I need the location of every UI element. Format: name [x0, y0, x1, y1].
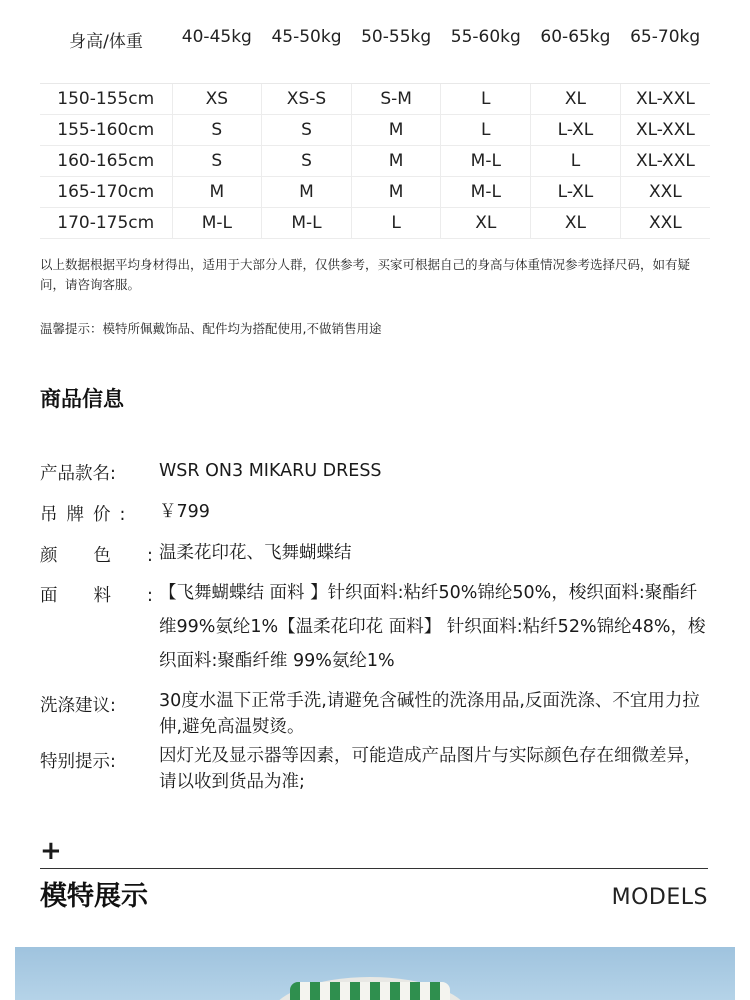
accessory-tip-text: 温馨提示：模特所佩戴饰品、配件均为搭配使用,不做销售用途 — [40, 321, 382, 336]
special-note-label: 特别提示: — [40, 752, 116, 772]
size-chart-cell: XL — [531, 84, 621, 115]
size-chart-cell: M — [262, 177, 352, 208]
color-label: 颜色: — [40, 546, 189, 566]
size-chart-header-row — [40, 20, 710, 84]
size-chart-cell: XL-XXL — [620, 115, 710, 146]
size-chart-cell: 170-175cm — [40, 208, 172, 239]
size-chart-header-cell: 身高/体重 — [40, 20, 172, 84]
size-chart-cell: XL-XXL — [620, 146, 710, 177]
size-chart-cell: L-XL — [531, 115, 621, 146]
size-chart-row — [40, 208, 710, 239]
checkered-headband — [290, 982, 450, 1000]
fabric-value: 【飞舞蝴蝶结 面料 】针织面料:粘纤50%锦纶50%，梭织面料:聚酯纤维99%氨纶1%【温柔花印花 面料】 针织面料:粘纤52%锦纶48%，梭织面料:聚酯纤维 99%氨纶1% — [159, 583, 706, 671]
size-chart-cell: XL — [531, 208, 621, 239]
price-value: ￥799 — [159, 502, 210, 522]
section-divider — [40, 868, 708, 869]
size-chart-cell: M — [351, 115, 441, 146]
size-chart-row — [40, 146, 710, 177]
size-chart-cell: XXL — [620, 208, 710, 239]
size-chart-table — [40, 20, 710, 239]
size-chart-cell: S — [172, 115, 262, 146]
size-chart-cell: S — [262, 115, 352, 146]
size-chart-cell: XXL — [620, 177, 710, 208]
price-label: 吊牌价: — [40, 505, 135, 525]
size-chart-header-cell: 60-65kg — [531, 20, 621, 84]
models-heading: 模特展示 — [40, 881, 148, 912]
size-chart-cell: 155-160cm — [40, 115, 172, 146]
size-chart-cell: XL — [441, 208, 531, 239]
size-chart-row — [40, 115, 710, 146]
fabric-label: 面料: — [40, 586, 189, 606]
size-chart-cell: S-M — [351, 84, 441, 115]
size-chart-cell: M — [351, 146, 441, 177]
size-chart-cell: L-XL — [531, 177, 621, 208]
product-name-label: 产品款名: — [40, 464, 116, 484]
plus-icon: + — [40, 836, 62, 866]
color-value: 温柔花印花、飞舞蝴蝶结 — [159, 543, 352, 563]
size-chart-cell: 160-165cm — [40, 146, 172, 177]
size-chart-row — [40, 177, 710, 208]
size-chart-header-cell: 40-45kg — [172, 20, 262, 84]
size-chart-header-cell: 50-55kg — [351, 20, 441, 84]
size-chart-cell: 165-170cm — [40, 177, 172, 208]
size-chart-header-cell: 45-50kg — [262, 20, 352, 84]
size-chart-cell: L — [351, 208, 441, 239]
size-chart-cell: XL-XXL — [620, 84, 710, 115]
size-chart-cell: M-L — [172, 208, 262, 239]
size-chart-cell: XS — [172, 84, 262, 115]
size-chart-cell: M-L — [441, 146, 531, 177]
size-chart-cell: L — [441, 84, 531, 115]
size-disclaimer-text: 以上数据根据平均身材得出，适用于大部分人群，仅供参考，买家可根据自己的身高与体重情况参考选择尺码，如有疑问，请咨询客服。 — [40, 257, 691, 292]
size-chart-cell: S — [172, 146, 262, 177]
models-heading-en: MODELS — [611, 885, 708, 910]
size-chart-row — [40, 84, 710, 115]
size-chart-cell: 150-155cm — [40, 84, 172, 115]
size-chart-cell: M-L — [262, 208, 352, 239]
size-chart-cell: M-L — [441, 177, 531, 208]
size-chart-cell: M — [351, 177, 441, 208]
size-chart-header-cell: 55-60kg — [441, 20, 531, 84]
size-chart-cell: L — [441, 115, 531, 146]
size-chart-cell: L — [531, 146, 621, 177]
size-chart-cell: XS-S — [262, 84, 352, 115]
model-photo — [15, 947, 735, 1000]
product-info-heading: 商品信息 — [40, 387, 124, 411]
size-chart-cell: S — [262, 146, 352, 177]
size-chart-cell: M — [172, 177, 262, 208]
wash-label: 洗涤建议: — [40, 696, 116, 716]
wash-value: 30度水温下正常手洗,请避免含碱性的洗涤用品,反面洗涤、不宜用力拉伸,避免高温熨烫。 — [159, 691, 700, 737]
special-note-value: 因灯光及显示器等因素，可能造成产品图片与实际颜色存在细微差异，请以收到货品为准; — [159, 746, 702, 792]
size-chart-header-cell: 65-70kg — [620, 20, 710, 84]
product-name-value: WSR ON3 MIKARU DRESS — [159, 461, 382, 481]
